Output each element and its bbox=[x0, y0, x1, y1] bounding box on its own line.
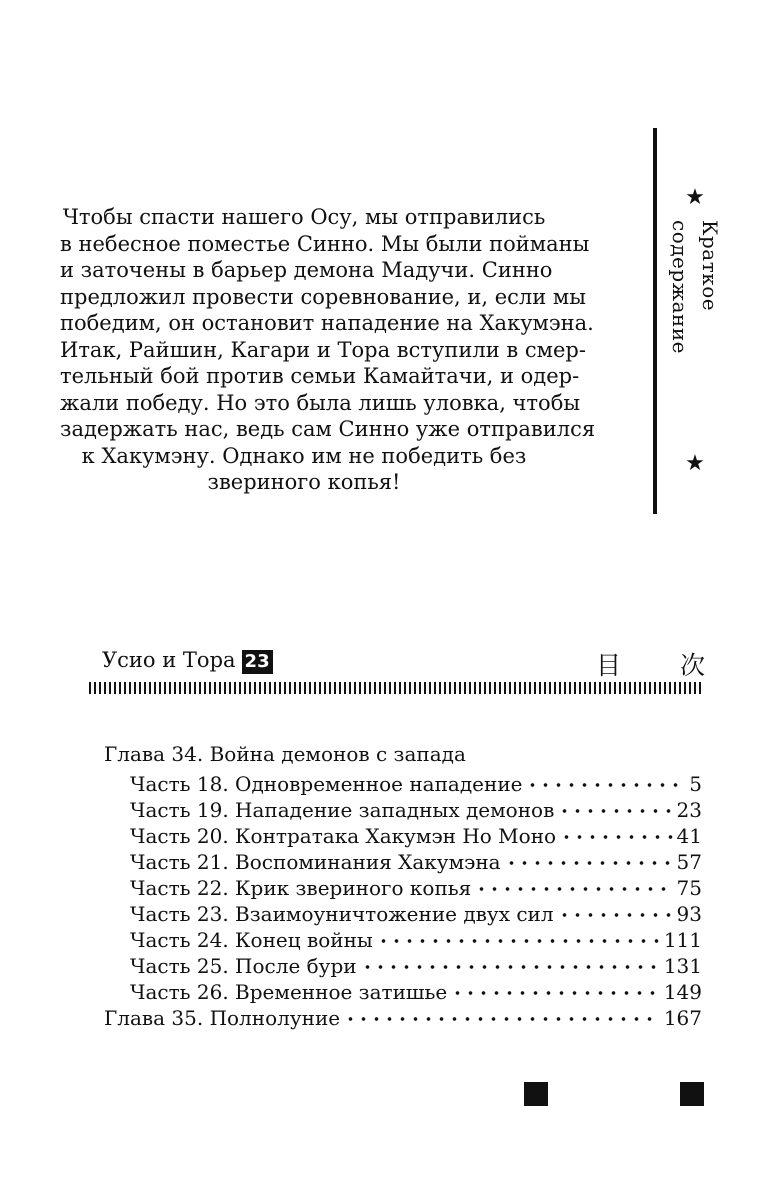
leader-dots bbox=[526, 781, 685, 789]
synopsis-line: Чтобы спасти нашего Осу, мы отправились bbox=[62, 205, 546, 229]
toc-chapter-35 bbox=[104, 1002, 702, 1030]
toc-entry-title: Часть 18. Одновременное нападение bbox=[130, 772, 523, 796]
side-heading-text: Краткое содержание bbox=[668, 220, 722, 355]
toc-entry-title: Часть 26. Временное затишье bbox=[130, 980, 448, 1004]
toc-page-number: 57 bbox=[676, 850, 702, 874]
leader-dots bbox=[560, 833, 672, 841]
toc-entry bbox=[130, 976, 702, 1004]
leader-dots bbox=[558, 911, 673, 919]
series-title bbox=[102, 648, 273, 674]
synopsis-line: звериного копья! bbox=[207, 470, 401, 494]
square-mark-right bbox=[680, 1082, 704, 1106]
side-heading bbox=[668, 185, 722, 476]
leader-dots bbox=[505, 859, 673, 867]
leader-dots bbox=[475, 885, 672, 893]
star-icon: ★ bbox=[685, 451, 705, 476]
leader-dots bbox=[344, 1015, 660, 1023]
toc-page-number: 93 bbox=[676, 902, 702, 926]
toc-entry bbox=[130, 872, 702, 900]
toc-entry-title: Часть 21. Воспоминания Хакумэна bbox=[130, 850, 501, 874]
synopsis-text bbox=[60, 204, 596, 496]
toc-chapter-34 bbox=[104, 738, 524, 766]
toc-entry-title: Глава 35. Полнолуние bbox=[104, 1006, 341, 1030]
toc-entry-title: Глава 34. Война демонов с запада bbox=[104, 742, 466, 766]
tick-rule-divider bbox=[89, 682, 703, 694]
side-divider bbox=[653, 128, 657, 514]
synopsis-line: жали победу. Но это была лишь уловка, чтобы bbox=[60, 390, 581, 415]
toc-entry bbox=[130, 950, 702, 978]
leader-dots bbox=[377, 937, 660, 945]
leader-dots bbox=[451, 989, 660, 997]
synopsis-line: задержать нас, ведь сам Синно уже отправился bbox=[60, 417, 596, 441]
toc-entry bbox=[130, 924, 702, 952]
contents-header bbox=[102, 644, 706, 680]
toc-entry-title: Часть 20. Контратака Хакумэн Но Моно bbox=[130, 824, 557, 848]
synopsis-line: Итак, Райшин, Кагари и Тора вступили в смер- bbox=[60, 337, 586, 362]
toc-page-number: 41 bbox=[676, 824, 702, 848]
toc-page-number: 149 bbox=[663, 980, 702, 1004]
synopsis-line: тельный бой против семьи Камайтачи, и одер- bbox=[60, 364, 580, 388]
toc-entry bbox=[130, 794, 702, 822]
toc-page-number: 111 bbox=[663, 928, 702, 952]
square-mark-left bbox=[524, 1082, 548, 1106]
volume-badge: 23 bbox=[242, 650, 273, 674]
leader-dots bbox=[558, 807, 672, 815]
toc-entry bbox=[130, 846, 702, 874]
toc-page-number: 5 bbox=[689, 772, 702, 796]
contents-kanji-1: 目 bbox=[596, 651, 622, 680]
toc-page-number: 23 bbox=[676, 798, 702, 822]
toc-entry-title: Часть 19. Нападение западных демонов bbox=[130, 798, 555, 822]
series-name: Усио и Тора bbox=[102, 648, 236, 672]
toc-entry-title: Часть 23. Взаимоуничтожение двух сил bbox=[130, 902, 554, 926]
leader-dots bbox=[361, 963, 660, 971]
toc-entry bbox=[130, 820, 702, 848]
star-icon: ★ bbox=[685, 185, 705, 210]
synopsis-line: предложил провести соревнование, и, если мы bbox=[60, 284, 586, 309]
toc-entry-title: Часть 24. Конец войны bbox=[130, 928, 373, 952]
toc-entry-title: Часть 25. После бури bbox=[130, 954, 357, 978]
toc-entry bbox=[130, 768, 702, 796]
toc-entry bbox=[130, 898, 702, 926]
contents-kanji-2: 次 bbox=[680, 651, 706, 680]
synopsis-line: к Хакумэну. Однако им не победить без bbox=[81, 443, 527, 468]
toc-page-number: 167 bbox=[663, 1006, 702, 1030]
toc-entry-title: Часть 22. Крик звериного копья bbox=[130, 876, 472, 900]
synopsis-line: и заточены в барьер демона Мадучи. Синно bbox=[60, 258, 553, 282]
toc-page-number: 75 bbox=[676, 876, 702, 900]
synopsis-line: победим, он остановит нападение на Хакумэна. bbox=[60, 311, 594, 335]
toc-page-number: 131 bbox=[663, 954, 702, 978]
synopsis-line: в небесное поместье Синно. Мы были пойманы bbox=[60, 231, 590, 256]
